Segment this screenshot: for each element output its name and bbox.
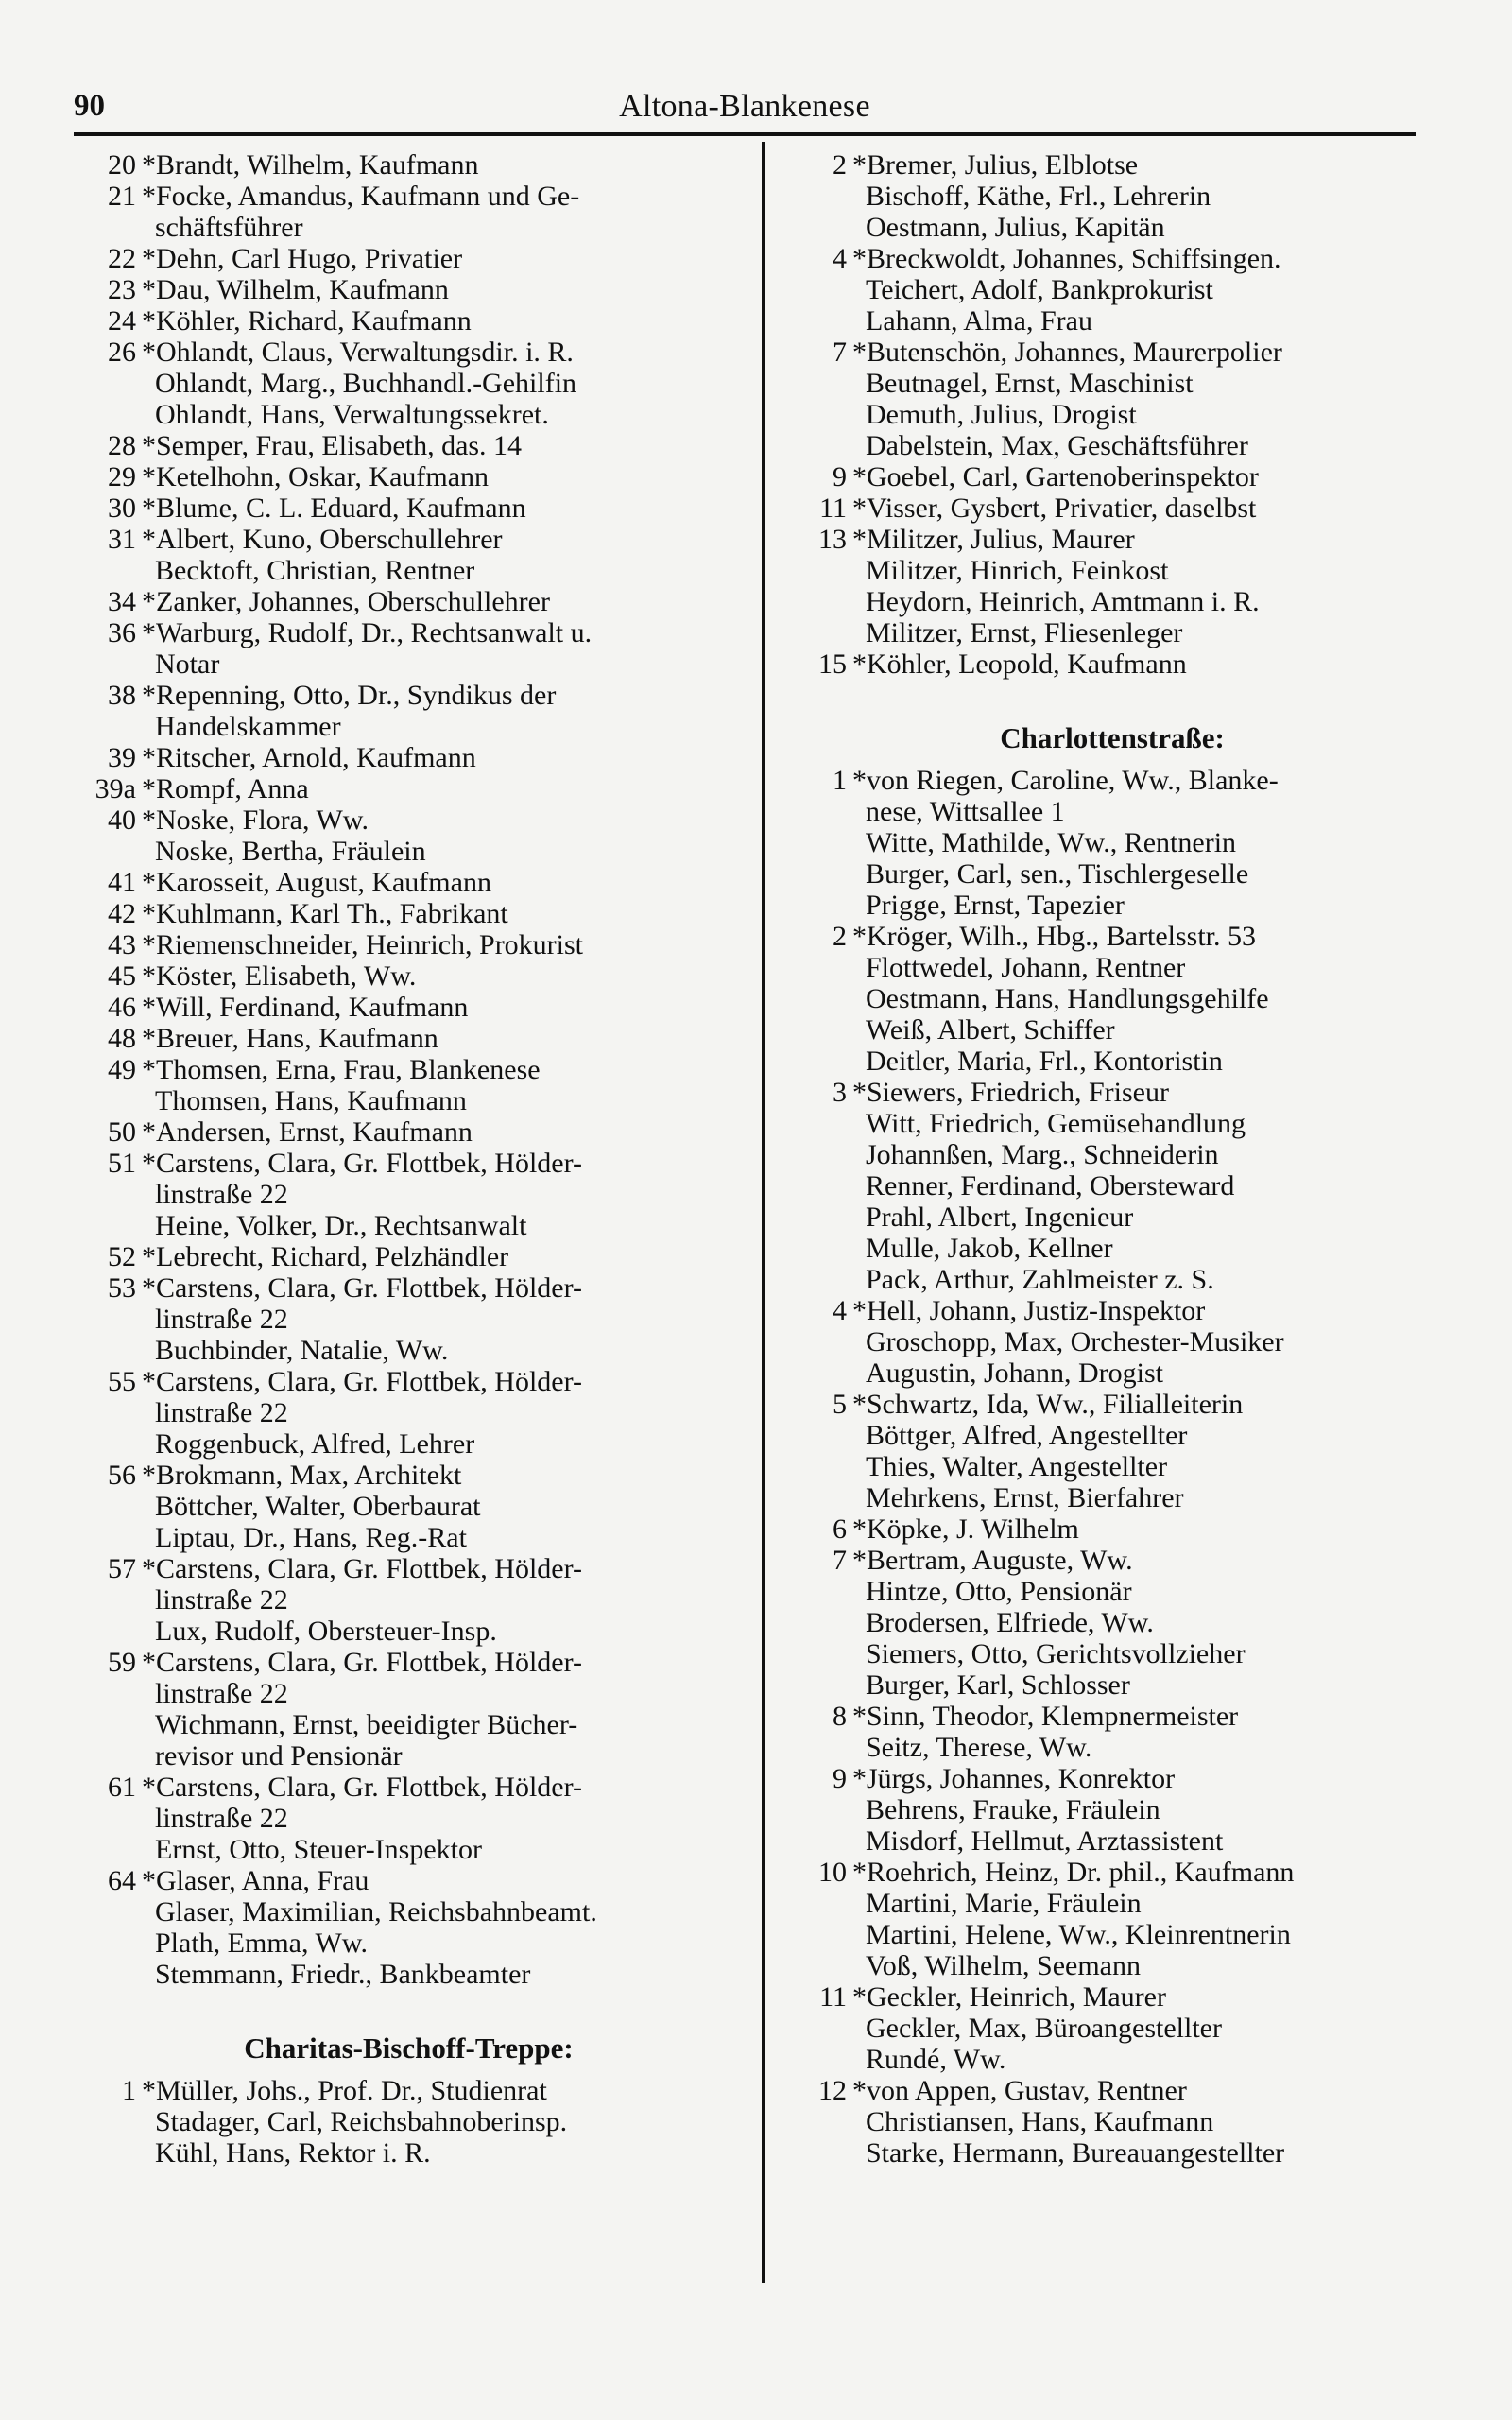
house-number: 11	[819, 493, 847, 524]
directory-entry	[76, 1553, 742, 1647]
resident-lines	[136, 1647, 742, 1772]
directory-entry	[76, 867, 742, 898]
house-number: 2	[833, 149, 847, 181]
resident-line: Roggenbuck, Alfred, Lehrer	[155, 1428, 475, 1460]
directory-entry	[76, 1366, 742, 1460]
resident-line-primary: *Rompf, Anna	[142, 773, 309, 804]
house-number: 52	[108, 1241, 136, 1272]
right-entries	[786, 149, 1438, 680]
resident-lines	[136, 1148, 742, 1241]
resident-line: Flottwedel, Johann, Rentner	[866, 952, 1186, 983]
resident-line-primary: *Breckwoldt, Johannes, Schiffsingen.	[852, 243, 1281, 274]
resident-line: Wichmann, Ernst, beeidigter Bücher-	[155, 1709, 578, 1740]
resident-line-primary: *Carstens, Clara, Gr. Flottbek, Hölder-	[142, 1366, 582, 1397]
resident-line-primary: *Bremer, Julius, Elblotse	[852, 149, 1139, 181]
house-number: 29	[108, 461, 136, 493]
resident-line: Hintze, Otto, Pensionär	[866, 1576, 1132, 1607]
house-number: 6	[833, 1513, 847, 1545]
resident-line: linstraße 22	[155, 1678, 288, 1709]
resident-line-primary: *Noske, Flora, Ww.	[142, 804, 369, 836]
resident-line: Glaser, Maximilian, Reichsbahnbeamt.	[155, 1896, 597, 1927]
resident-lines	[847, 2075, 1438, 2169]
directory-entry	[786, 461, 1438, 493]
house-number: 55	[108, 1366, 136, 1397]
right-column	[786, 149, 1438, 2290]
house-number: 34	[108, 586, 136, 617]
resident-line: Oestmann, Julius, Kapitän	[866, 212, 1165, 243]
resident-lines	[136, 867, 742, 898]
directory-entry	[76, 461, 742, 493]
resident-line-primary: *Hell, Johann, Justiz-Inspektor	[852, 1295, 1206, 1326]
directory-entry	[76, 149, 742, 181]
resident-line-primary: *Butenschön, Johannes, Maurerpolier	[852, 337, 1282, 368]
house-number: 51	[108, 1148, 136, 1179]
resident-line: Witte, Mathilde, Ww., Rentnerin	[866, 827, 1237, 858]
resident-line: Starke, Hermann, Bureauangestellter	[866, 2137, 1285, 2169]
resident-line: schäftsführer	[155, 212, 303, 243]
house-number: 46	[108, 992, 136, 1023]
house-number: 42	[108, 898, 136, 929]
house-number: 38	[108, 680, 136, 711]
resident-line-primary: *Ritscher, Arnold, Kaufmann	[142, 742, 476, 773]
resident-lines	[136, 493, 742, 524]
resident-line-primary: *Jürgs, Johannes, Konrektor	[852, 1763, 1176, 1794]
resident-line-primary: *Geckler, Heinrich, Maurer	[852, 1981, 1166, 2013]
resident-line-primary: *von Appen, Gustav, Rentner	[852, 2075, 1187, 2106]
resident-line-primary: *Carstens, Clara, Gr. Flottbek, Hölder-	[142, 1553, 582, 1584]
resident-lines	[136, 960, 742, 992]
resident-line: Misdorf, Hellmut, Arztassistent	[866, 1825, 1224, 1857]
resident-line-primary: *Roehrich, Heinz, Dr. phil., Kaufmann	[852, 1857, 1295, 1888]
header-rule	[74, 132, 1416, 136]
resident-line: Thies, Walter, Angestellter	[866, 1451, 1168, 1482]
resident-line-primary: *Warburg, Rudolf, Dr., Rechtsanwalt u.	[142, 617, 593, 648]
resident-lines	[847, 493, 1438, 524]
page-number: 90	[74, 89, 105, 123]
resident-line: linstraße 22	[155, 1304, 288, 1335]
resident-line: Augustin, Johann, Drogist	[866, 1357, 1163, 1389]
directory-entry	[76, 992, 742, 1023]
street-heading-charitas-bischoff-treppe: Charitas-Bischoff-Treppe:	[244, 2031, 574, 2065]
resident-line: Militzer, Hinrich, Feinkost	[866, 555, 1169, 586]
resident-lines	[136, 1460, 742, 1553]
house-number: 8	[833, 1701, 847, 1732]
house-number: 20	[108, 149, 136, 181]
resident-lines	[136, 1772, 742, 1865]
resident-line: Ohlandt, Hans, Verwaltungssekret.	[155, 399, 549, 430]
resident-line-primary: *Brokmann, Max, Architekt	[142, 1460, 462, 1491]
resident-line-primary: *von Riegen, Caroline, Ww., Blanke-	[852, 765, 1279, 796]
resident-line-primary: *Semper, Frau, Elisabeth, das. 14	[142, 430, 523, 461]
resident-lines	[136, 1054, 742, 1116]
resident-line: Handelskammer	[155, 711, 341, 742]
resident-line-primary: *Schwartz, Ida, Ww., Filialleiterin	[852, 1389, 1244, 1420]
directory-entry	[786, 1981, 1438, 2075]
left-column	[76, 149, 742, 2290]
resident-line: revisor und Pensionär	[155, 1740, 403, 1772]
resident-lines	[847, 1295, 1438, 1389]
resident-line-primary: *Will, Ferdinand, Kaufmann	[142, 992, 469, 1023]
directory-entry	[76, 337, 742, 430]
resident-lines	[136, 305, 742, 337]
resident-line: Heine, Volker, Dr., Rechtsanwalt	[155, 1210, 527, 1241]
resident-lines	[136, 2075, 742, 2169]
resident-line: nese, Wittsallee 1	[866, 796, 1065, 827]
house-number: 43	[108, 929, 136, 960]
resident-line: Heydorn, Heinrich, Amtmann i. R.	[866, 586, 1260, 617]
resident-line-primary: *Carstens, Clara, Gr. Flottbek, Hölder-	[142, 1148, 582, 1179]
resident-line-primary: *Kuhlmann, Karl Th., Fabrikant	[142, 898, 508, 929]
resident-line: Buchbinder, Natalie, Ww.	[155, 1335, 449, 1366]
house-number: 53	[108, 1272, 136, 1304]
house-number: 56	[108, 1460, 136, 1491]
resident-line-primary: *Focke, Amandus, Kaufmann und Ge-	[142, 181, 580, 212]
street-heading-charlottenstrasse: Charlottenstraße:	[1000, 721, 1225, 754]
directory-entry	[76, 804, 742, 867]
house-number: 24	[108, 305, 136, 337]
directory-entry	[76, 1116, 742, 1148]
resident-line-primary: *Dehn, Carl Hugo, Privatier	[142, 243, 463, 274]
resident-line: Brodersen, Elfriede, Ww.	[866, 1607, 1154, 1638]
resident-line: Voß, Wilhelm, Seemann	[866, 1950, 1141, 1981]
running-title: Altona-Blankenese	[619, 89, 870, 124]
house-number: 26	[108, 337, 136, 368]
resident-line: Liptau, Dr., Hans, Reg.-Rat	[155, 1522, 467, 1553]
directory-entry	[76, 1241, 742, 1272]
resident-line-primary: *Glaser, Anna, Frau	[142, 1865, 369, 1896]
house-number: 64	[108, 1865, 136, 1896]
resident-line: Bischoff, Käthe, Frl., Lehrerin	[866, 181, 1211, 212]
resident-line: Becktoft, Christian, Rentner	[155, 555, 475, 586]
directory-entry	[76, 1054, 742, 1116]
resident-line: Böttger, Alfred, Angestellter	[866, 1420, 1188, 1451]
resident-line: Thomsen, Hans, Kaufmann	[155, 1085, 467, 1116]
resident-lines	[847, 921, 1438, 1077]
house-number: 10	[818, 1857, 847, 1888]
resident-lines	[136, 1272, 742, 1366]
resident-lines	[847, 1545, 1438, 1701]
resident-lines	[136, 929, 742, 960]
resident-lines	[136, 461, 742, 493]
resident-lines	[136, 773, 742, 804]
resident-line: Militzer, Ernst, Fliesenleger	[866, 617, 1183, 648]
house-number: 5	[833, 1389, 847, 1420]
directory-entry	[786, 1545, 1438, 1701]
house-number: 40	[108, 804, 136, 836]
directory-entry	[76, 617, 742, 680]
directory-entry	[786, 765, 1438, 921]
house-number: 11	[819, 1981, 847, 2013]
house-number: 31	[108, 524, 136, 555]
resident-lines	[847, 1981, 1438, 2075]
resident-line: Mehrkens, Ernst, Bierfahrer	[866, 1482, 1184, 1513]
resident-line-primary: *Karosseit, August, Kaufmann	[142, 867, 491, 898]
house-number: 59	[108, 1647, 136, 1678]
directory-entry	[76, 586, 742, 617]
directory-entry	[76, 1023, 742, 1054]
resident-line-primary: *Carstens, Clara, Gr. Flottbek, Hölder-	[142, 1772, 582, 1803]
directory-entry	[76, 960, 742, 992]
resident-line-primary: *Köhler, Leopold, Kaufmann	[852, 648, 1187, 680]
directory-entry	[786, 493, 1438, 524]
house-number: 39	[108, 742, 136, 773]
resident-lines	[136, 617, 742, 680]
resident-line: Demuth, Julius, Drogist	[866, 399, 1137, 430]
directory-entry	[786, 1513, 1438, 1545]
resident-line-primary: *Bertram, Auguste, Ww.	[852, 1545, 1133, 1576]
resident-line-primary: *Köster, Elisabeth, Ww.	[142, 960, 417, 992]
resident-line: Siemers, Otto, Gerichtsvollzieher	[866, 1638, 1246, 1669]
resident-line: Prahl, Albert, Ingenieur	[866, 1201, 1134, 1233]
resident-line-primary: *Zanker, Johannes, Oberschullehrer	[142, 586, 550, 617]
resident-lines	[136, 804, 742, 867]
directory-entry	[76, 493, 742, 524]
resident-line: Christiansen, Hans, Kaufmann	[866, 2106, 1214, 2137]
resident-lines	[136, 149, 742, 181]
house-number: 22	[108, 243, 136, 274]
page-header	[74, 87, 1416, 130]
house-number: 48	[108, 1023, 136, 1054]
house-number: 9	[833, 1763, 847, 1794]
resident-line: Böttcher, Walter, Oberbaurat	[155, 1491, 481, 1522]
resident-lines	[847, 1857, 1438, 1981]
resident-line: Notar	[155, 648, 220, 680]
resident-line-primary: *Ohlandt, Claus, Verwaltungsdir. i. R.	[142, 337, 574, 368]
left-entries-section2	[76, 2075, 742, 2169]
directory-entry	[76, 773, 742, 804]
directory-entry	[786, 1295, 1438, 1389]
resident-line-primary: *Militzer, Julius, Maurer	[852, 524, 1135, 555]
resident-lines	[847, 1701, 1438, 1763]
directory-entry	[76, 181, 742, 243]
resident-lines	[847, 648, 1438, 680]
house-number: 7	[833, 1545, 847, 1576]
directory-entry	[786, 1857, 1438, 1981]
resident-line: Burger, Karl, Schlosser	[866, 1669, 1130, 1701]
house-number: 4	[833, 1295, 847, 1326]
house-number: 28	[108, 430, 136, 461]
resident-line: Pack, Arthur, Zahlmeister z. S.	[866, 1264, 1214, 1295]
resident-line: Noske, Bertha, Fräulein	[155, 836, 426, 867]
directory-entry	[786, 1077, 1438, 1295]
resident-line: Johannßen, Marg., Schneiderin	[866, 1139, 1219, 1170]
resident-lines	[136, 1116, 742, 1148]
directory-entry	[76, 1865, 742, 1990]
resident-line: Prigge, Ernst, Tapezier	[866, 890, 1125, 921]
resident-line: Geckler, Max, Büroangestellter	[866, 2013, 1222, 2044]
resident-line-primary: *Repenning, Otto, Dr., Syndikus der	[142, 680, 557, 711]
directory-entry	[76, 1647, 742, 1772]
resident-line: Renner, Ferdinand, Obersteward	[866, 1170, 1235, 1201]
directory-entry	[76, 929, 742, 960]
house-number: 45	[108, 960, 136, 992]
resident-line-primary: *Köpke, J. Wilhelm	[852, 1513, 1079, 1545]
house-number: 61	[108, 1772, 136, 1803]
house-number: 57	[108, 1553, 136, 1584]
resident-line: Oestmann, Hans, Handlungsgehilfe	[866, 983, 1269, 1014]
column-divider	[762, 142, 765, 2283]
resident-line: Ernst, Otto, Steuer-Inspektor	[155, 1834, 482, 1865]
house-number: 1	[122, 2075, 136, 2106]
house-number: 4	[833, 243, 847, 274]
resident-lines	[136, 586, 742, 617]
house-number: 13	[818, 524, 847, 555]
resident-line: Burger, Carl, sen., Tischlergeselle	[866, 858, 1249, 890]
directory-entry	[76, 1460, 742, 1553]
house-number: 7	[833, 337, 847, 368]
resident-line: Martini, Marie, Fräulein	[866, 1888, 1142, 1919]
directory-entry	[786, 648, 1438, 680]
resident-line: Stadager, Carl, Reichsbahnoberinsp.	[155, 2106, 568, 2137]
resident-lines	[847, 461, 1438, 493]
resident-lines	[847, 243, 1438, 337]
resident-line-primary: *Albert, Kuno, Oberschullehrer	[142, 524, 503, 555]
directory-entry	[76, 1272, 742, 1366]
resident-line-primary: *Sinn, Theodor, Klempnermeister	[852, 1701, 1239, 1732]
resident-line: Mulle, Jakob, Kellner	[866, 1233, 1113, 1264]
directory-entry	[76, 742, 742, 773]
resident-line: Stemmann, Friedr., Bankbeamter	[155, 1959, 531, 1990]
resident-lines	[136, 1366, 742, 1460]
resident-line: Deitler, Maria, Frl., Kontoristin	[866, 1046, 1223, 1077]
directory-entry	[76, 243, 742, 274]
house-number: 30	[108, 493, 136, 524]
house-number: 39a	[94, 773, 136, 804]
resident-lines	[136, 992, 742, 1023]
resident-lines	[136, 742, 742, 773]
resident-line: Beutnagel, Ernst, Maschinist	[866, 368, 1194, 399]
directory-entry	[76, 430, 742, 461]
resident-line-primary: *Brandt, Wilhelm, Kaufmann	[142, 149, 479, 181]
resident-lines	[136, 337, 742, 430]
resident-line-primary: *Visser, Gysbert, Privatier, daselbst	[852, 493, 1257, 524]
directory-entry	[76, 1772, 742, 1865]
resident-line: Weiß, Albert, Schiffer	[866, 1014, 1115, 1046]
resident-lines	[847, 1513, 1438, 1545]
directory-entry	[786, 2075, 1438, 2169]
right-entries-section2	[786, 765, 1438, 2169]
resident-line: Martini, Helene, Ww., Kleinrentnerin	[866, 1919, 1291, 1950]
resident-line-primary: *Thomsen, Erna, Frau, Blankenese	[142, 1054, 541, 1085]
directory-entry	[786, 524, 1438, 648]
resident-line-primary: *Lebrecht, Richard, Pelzhändler	[142, 1241, 509, 1272]
resident-line-primary: *Dau, Wilhelm, Kaufmann	[142, 274, 449, 305]
resident-lines	[136, 274, 742, 305]
resident-line: linstraße 22	[155, 1179, 288, 1210]
resident-line-primary: *Carstens, Clara, Gr. Flottbek, Hölder-	[142, 1272, 582, 1304]
house-number: 23	[108, 274, 136, 305]
resident-line-primary: *Andersen, Ernst, Kaufmann	[142, 1116, 472, 1148]
resident-lines	[136, 680, 742, 742]
resident-lines	[136, 898, 742, 929]
resident-line: Seitz, Therese, Ww.	[866, 1732, 1092, 1763]
resident-line-primary: *Ketelhohn, Oskar, Kaufmann	[142, 461, 490, 493]
resident-line-primary: *Breuer, Hans, Kaufmann	[142, 1023, 438, 1054]
directory-entry	[76, 898, 742, 929]
resident-line-primary: *Köhler, Richard, Kaufmann	[142, 305, 472, 337]
resident-lines	[136, 524, 742, 586]
directory-entry	[76, 274, 742, 305]
resident-line: Rundé, Ww.	[866, 2044, 1006, 2075]
resident-lines	[136, 1241, 742, 1272]
resident-lines	[847, 1763, 1438, 1857]
directory-entry	[76, 2075, 742, 2169]
resident-line: Witt, Friedrich, Gemüsehandlung	[866, 1108, 1246, 1139]
resident-lines	[136, 243, 742, 274]
resident-line: Kühl, Hans, Rektor i. R.	[155, 2137, 431, 2169]
house-number: 21	[108, 181, 136, 212]
resident-line: Behrens, Frauke, Fräulein	[866, 1794, 1160, 1825]
resident-line-primary: *Carstens, Clara, Gr. Flottbek, Hölder-	[142, 1647, 582, 1678]
resident-lines	[847, 524, 1438, 648]
directory-entry	[786, 921, 1438, 1077]
directory-entry	[786, 1763, 1438, 1857]
resident-line: Ohlandt, Marg., Buchhandl.-Gehilfin	[155, 368, 577, 399]
resident-line-primary: *Goebel, Carl, Gartenoberinspektor	[852, 461, 1259, 493]
directory-entry	[786, 149, 1438, 243]
house-number: 15	[818, 648, 847, 680]
left-entries	[76, 149, 742, 1990]
resident-line: linstraße 22	[155, 1584, 288, 1616]
resident-line-primary: *Müller, Johs., Prof. Dr., Studienrat	[142, 2075, 547, 2106]
resident-line-primary: *Riemenschneider, Heinrich, Prokurist	[142, 929, 584, 960]
resident-lines	[136, 181, 742, 243]
house-number: 3	[833, 1077, 847, 1108]
resident-line-primary: *Blume, C. L. Eduard, Kaufmann	[142, 493, 526, 524]
resident-lines	[847, 1389, 1438, 1513]
directory-entry	[76, 680, 742, 742]
resident-line-primary: *Siewers, Friedrich, Friseur	[852, 1077, 1169, 1108]
house-number: 41	[108, 867, 136, 898]
house-number: 36	[108, 617, 136, 648]
resident-lines	[136, 430, 742, 461]
resident-lines	[847, 1077, 1438, 1295]
resident-line: Lahann, Alma, Frau	[866, 305, 1092, 337]
resident-line: Dabelstein, Max, Geschäftsführer	[866, 430, 1248, 461]
resident-lines	[136, 1023, 742, 1054]
house-number: 50	[108, 1116, 136, 1148]
house-number: 49	[108, 1054, 136, 1085]
house-number: 12	[818, 2075, 847, 2106]
directory-entry	[76, 305, 742, 337]
resident-line-primary: *Kröger, Wilh., Hbg., Bartelsstr. 53	[852, 921, 1256, 952]
house-number: 9	[833, 461, 847, 493]
directory-entry	[786, 243, 1438, 337]
directory-entry	[786, 1701, 1438, 1763]
house-number: 2	[833, 921, 847, 952]
resident-lines	[136, 1865, 742, 1990]
resident-line: Lux, Rudolf, Obersteuer-Insp.	[155, 1616, 497, 1647]
resident-line: Plath, Emma, Ww.	[155, 1927, 368, 1959]
resident-line: Teichert, Adolf, Bankprokurist	[866, 274, 1213, 305]
resident-lines	[847, 765, 1438, 921]
directory-entry	[786, 1389, 1438, 1513]
house-number: 1	[833, 765, 847, 796]
resident-lines	[847, 337, 1438, 461]
resident-lines	[136, 1553, 742, 1647]
directory-entry	[786, 337, 1438, 461]
resident-line: Groschopp, Max, Orchester-Musiker	[866, 1326, 1284, 1357]
resident-line: linstraße 22	[155, 1397, 288, 1428]
directory-entry	[76, 524, 742, 586]
directory-entry	[76, 1148, 742, 1241]
resident-line: linstraße 22	[155, 1803, 288, 1834]
resident-lines	[847, 149, 1438, 243]
